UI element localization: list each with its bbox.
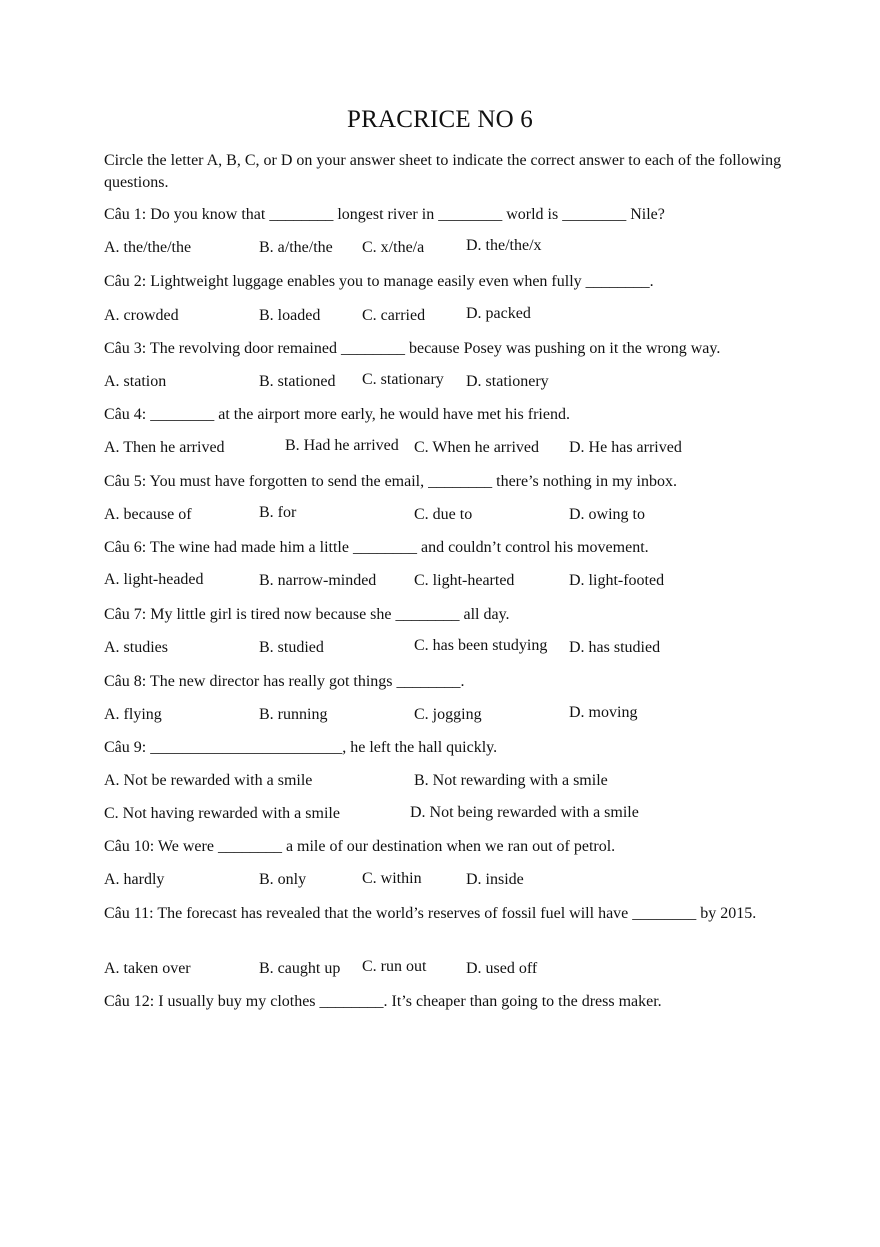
q9-option-c: C. Not having rewarded with a smile bbox=[104, 805, 340, 822]
q3-option-c: C. stationary bbox=[362, 371, 444, 388]
question-stem-8: Câu 8: The new director has really got things ________. bbox=[104, 673, 465, 690]
question-stem-9: Câu 9: ________________________, he left the hall quickly. bbox=[104, 739, 498, 756]
question-stem-3: Câu 3: The revolving door remained ________ because Posey was pushing on it the wrong way. bbox=[104, 340, 721, 357]
q7-option-a: A. studies bbox=[104, 639, 168, 656]
q5-option-d: D. owing to bbox=[569, 506, 645, 523]
question-stem-5: Câu 5: You must have forgotten to send the email, ________ there’s nothing in my inbox. bbox=[104, 473, 677, 490]
q1-option-a: A. the/the/the bbox=[104, 239, 192, 256]
q11-option-a: A. taken over bbox=[104, 960, 191, 977]
question-stem-4: Câu 4: ________ at the airport more early, he would have met his friend. bbox=[104, 406, 570, 423]
q11-option-b: B. caught up bbox=[259, 960, 341, 977]
q8-option-b: B. running bbox=[259, 706, 328, 723]
q2-option-d: D. packed bbox=[466, 305, 531, 322]
q1-option-b: B. a/the/the bbox=[259, 239, 333, 256]
q5-option-a: A. because of bbox=[104, 506, 192, 523]
q10-option-b: B. only bbox=[259, 871, 307, 888]
question-stem-6: Câu 6: The wine had made him a little ________ and couldn’t control his movement. bbox=[104, 539, 649, 556]
q11-option-d: D. used off bbox=[466, 960, 538, 977]
q4-option-c: C. When he arrived bbox=[414, 439, 539, 456]
question-stem-11: Câu 11: The forecast has revealed that the world’s reserves of fossil fuel will have ________ by 2015. bbox=[104, 905, 757, 922]
q5-option-c: C. due to bbox=[414, 506, 473, 523]
q6-option-d: D. light-footed bbox=[569, 572, 665, 589]
q2-option-c: C. carried bbox=[362, 307, 426, 324]
question-stem-10: Câu 10: We were ________ a mile of our destination when we ran out of petrol. bbox=[104, 838, 616, 855]
q10-option-d: D. inside bbox=[466, 871, 524, 888]
q6-option-c: C. light-hearted bbox=[414, 572, 515, 589]
q4-option-a: A. Then he arrived bbox=[104, 439, 225, 456]
q9-option-b: B. Not rewarding with a smile bbox=[414, 772, 608, 789]
q4-option-b: B. Had he arrived bbox=[285, 437, 399, 454]
q2-option-b: B. loaded bbox=[259, 307, 321, 324]
q7-option-c: C. has been studying bbox=[414, 637, 548, 654]
q5-option-b: B. for bbox=[259, 504, 297, 521]
q9-option-a: A. Not be rewarded with a smile bbox=[104, 772, 313, 789]
q7-option-d: D. has studied bbox=[569, 639, 661, 656]
q10-option-a: A. hardly bbox=[104, 871, 165, 888]
question-stem-7: Câu 7: My little girl is tired now because she ________ all day. bbox=[104, 606, 510, 623]
q3-option-b: B. stationed bbox=[259, 373, 336, 390]
q6-option-a: A. light-headed bbox=[104, 571, 204, 588]
q1-option-d: D. the/the/x bbox=[466, 237, 542, 254]
question-stem-12: Câu 12: I usually buy my clothes ________. It’s cheaper than going to the dress maker. bbox=[104, 993, 662, 1010]
q3-option-d: D. stationery bbox=[466, 373, 549, 390]
q9-option-d: D. Not being rewarded with a smile bbox=[410, 804, 639, 821]
q8-option-c: C. jogging bbox=[414, 706, 482, 723]
q7-option-b: B. studied bbox=[259, 639, 324, 656]
q8-option-d: D. moving bbox=[569, 704, 638, 721]
q10-option-c: C. within bbox=[362, 870, 422, 887]
page-title: PRACRICE NO 6 bbox=[347, 106, 533, 133]
q1-option-c: C. x/the/a bbox=[362, 239, 425, 256]
q8-option-a: A. flying bbox=[104, 706, 162, 723]
q3-option-a: A. station bbox=[104, 373, 167, 390]
instruction-text: Circle the letter A, B, C, or D on your answer sheet to indicate the correct answer to each of the following questions. bbox=[104, 152, 782, 191]
q11-option-c: C. run out bbox=[362, 958, 427, 975]
q2-option-a: A. crowded bbox=[104, 307, 179, 324]
q4-option-d: D. He has arrived bbox=[569, 439, 682, 456]
q6-option-b: B. narrow-minded bbox=[259, 572, 377, 589]
question-stem-1: Câu 1: Do you know that ________ longest river in ________ world is ________ Nile? bbox=[104, 206, 665, 223]
question-stem-2: Câu 2: Lightweight luggage enables you to manage easily even when fully ________. bbox=[104, 273, 654, 290]
